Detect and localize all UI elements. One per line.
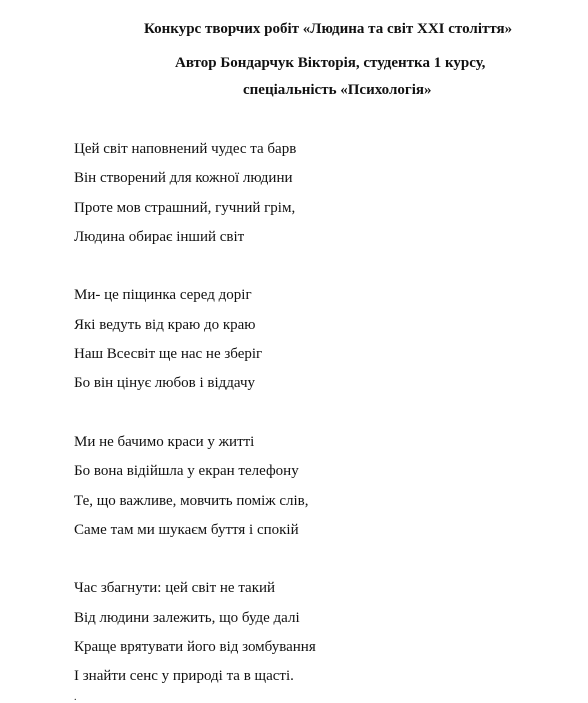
- contest-title: Конкурс творчих робіт «Людина та світ XXI століття»: [144, 21, 513, 37]
- stanza-gap: [74, 257, 316, 286]
- poem-body: [74, 140, 316, 697]
- poem-line: Наш Всесвіт ще нас не зберіг: [74, 346, 263, 363]
- stanza-gap: [74, 550, 316, 579]
- poem-line: Ми не бачимо краси у житті: [74, 433, 255, 450]
- poem-line: Людина обирає інший світ: [74, 228, 245, 245]
- stanza-3: [74, 433, 316, 550]
- poem-line: Те, що важливе, мовчить поміж слів,: [74, 492, 309, 509]
- poem-line: Від людини залежить, що буде далі: [74, 609, 300, 626]
- poem-line: Бо вона відійшла у екран телефону: [74, 463, 299, 480]
- stanza-2: [74, 286, 316, 403]
- poem-line: І знайти сенс у природі та в щасті.: [74, 668, 294, 685]
- stanza-4: [74, 579, 316, 696]
- poem-line: Бо він цінує любов і віддачу: [74, 375, 255, 392]
- trailing-mark: .: [74, 692, 77, 703]
- stanza-gap: [74, 404, 316, 433]
- poem-line: Краще врятувати його від зомбування: [74, 639, 316, 656]
- poem-line: Він створений для кожної людини: [74, 170, 293, 187]
- author-line: Автор Бондарчук Вікторія, студентка 1 курсу,: [175, 55, 486, 71]
- poem-line: Цей світ наповнений чудес та барв: [74, 141, 297, 157]
- poem-line: Які ведуть від краю до краю: [74, 316, 256, 333]
- specialty-line: спеціальність «Психологія»: [243, 82, 432, 98]
- poem-line: Саме там ми шукаєм буття і спокій: [74, 521, 299, 538]
- poem-line: Час збагнути: цей світ не такий: [74, 580, 276, 597]
- poem-line: Проте мов страшний, гучний грім,: [74, 199, 296, 216]
- poem-line: Ми- це піщинка серед доріг: [74, 287, 252, 304]
- stanza-1: [74, 140, 316, 257]
